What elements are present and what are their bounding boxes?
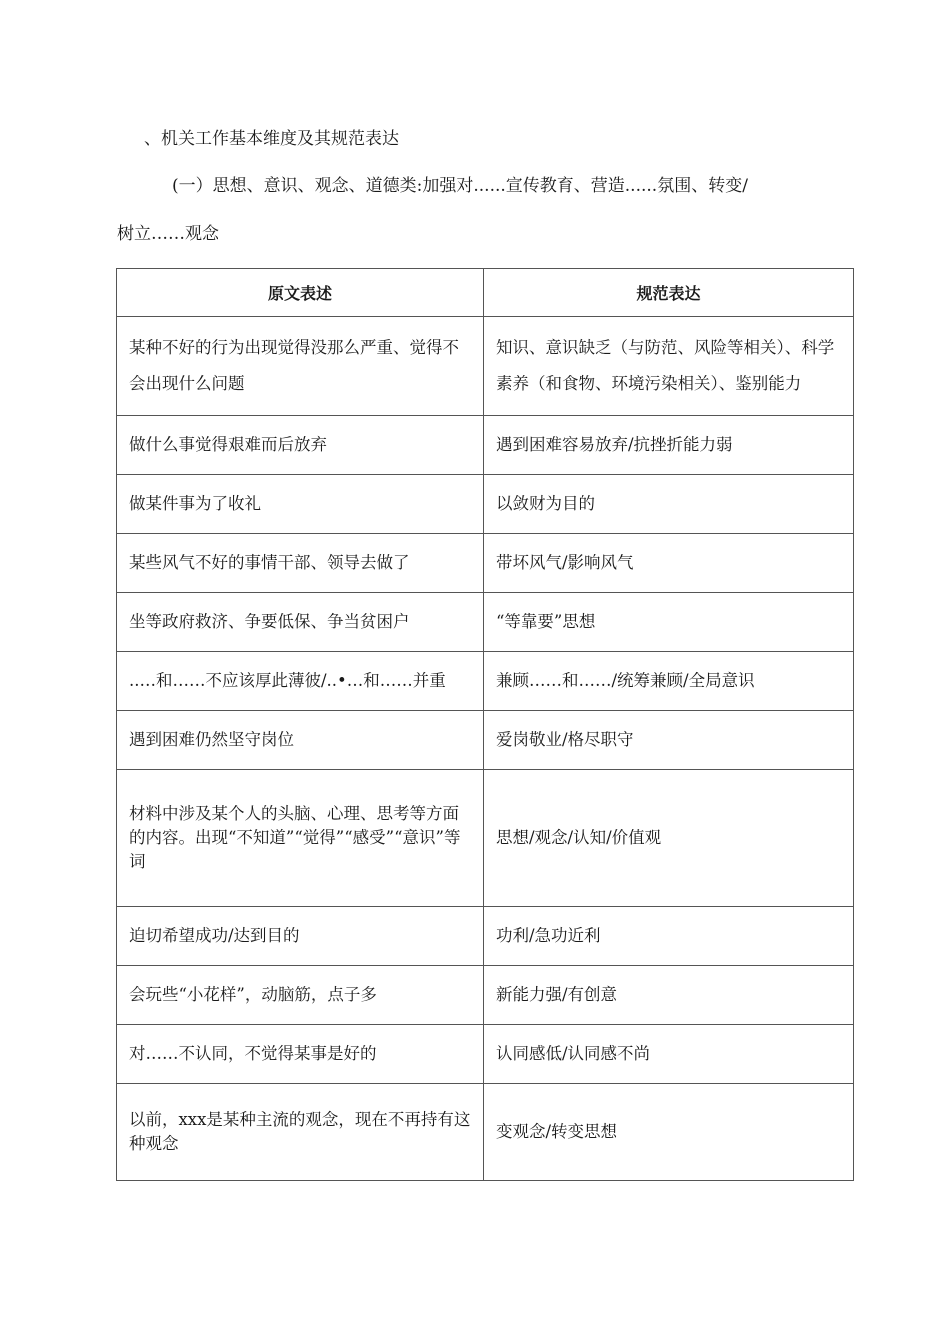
cell-original: 做某件事为了收礼 — [117, 475, 484, 534]
cell-standard: 思想/观念/认知/价值观 — [484, 770, 854, 907]
header-standard: 规范表达 — [484, 269, 854, 317]
cell-original: 遇到困难仍然坚守岗位 — [117, 711, 484, 770]
table-row — [117, 1025, 854, 1084]
cell-original: 某些风气不好的事情干部、领导去做了 — [117, 534, 484, 593]
cell-standard-part2: 素养（和食物、环境污染相关）、鉴别能力 — [496, 374, 802, 393]
cell-standard: 爱岗敬业/格尽职守 — [484, 711, 854, 770]
table-row — [117, 317, 854, 416]
cell-original: ..…和……不应该厚此薄彼/..•…和……并重 — [117, 652, 484, 711]
cell-standard: “等靠要”思想 — [484, 593, 854, 652]
cell-standard: 遇到困难容易放弃/抗挫折能力弱 — [484, 416, 854, 475]
cell-original-part2: 会出现什么问题 — [129, 374, 245, 393]
cell-original: 做什么事觉得艰难而后放弃 — [117, 416, 484, 475]
cell-original: 以前，xxx是某种主流的观念，现在不再持有这种观念 — [117, 1084, 484, 1181]
header-original: 原文表述 — [117, 269, 484, 317]
table-row — [117, 711, 854, 770]
cell-original-part1: 某种不好的行为出现觉得没那么严重、觉得不 — [129, 338, 459, 357]
table-row — [117, 593, 854, 652]
table-row — [117, 1084, 854, 1181]
cell-standard: 新能力强/有创意 — [484, 966, 854, 1025]
cell-standard: 变观念/转变思想 — [484, 1084, 854, 1181]
cell-standard — [484, 317, 854, 416]
cell-original — [117, 317, 484, 416]
cell-standard-part1: 知识、意识缺乏（与防范、风险等相关）、科学 — [496, 338, 835, 357]
table-row — [117, 652, 854, 711]
table-row — [117, 966, 854, 1025]
subheading-line-1: (一）思想、意识、观念、道德类:加强对......宣传教育、营造......氛围、转变/ — [172, 176, 748, 196]
cell-standard: 以敛财为目的 — [484, 475, 854, 534]
cell-standard: 兼顾……和……/统筹兼顾/全局意识 — [484, 652, 854, 711]
cell-original: 材料中涉及某个人的头脑、心理、思考等方面的内容。出现“不知道”“觉得”“感受”“意识”等词 — [117, 770, 484, 907]
document-heading: 、机关工作基本维度及其规范表达 — [144, 129, 399, 149]
table-row — [117, 770, 854, 907]
cell-original: 会玩些“小花样”，动脑筋，点子多 — [117, 966, 484, 1025]
cell-standard: 功利/急功近利 — [484, 907, 854, 966]
subheading-line-2: 树立……观念 — [117, 224, 219, 244]
table-row — [117, 534, 854, 593]
cell-original: 对……不认同，不觉得某事是好的 — [117, 1025, 484, 1084]
expression-table — [116, 268, 854, 1181]
table-row — [117, 907, 854, 966]
table-row — [117, 475, 854, 534]
cell-original: 坐等政府救济、争要低保、争当贫困户 — [117, 593, 484, 652]
cell-standard: 认同感低/认同感不尚 — [484, 1025, 854, 1084]
table-header-row — [117, 269, 854, 317]
table-row — [117, 416, 854, 475]
cell-standard: 带坏风气/影响风气 — [484, 534, 854, 593]
cell-original: 迫切希望成功/达到目的 — [117, 907, 484, 966]
